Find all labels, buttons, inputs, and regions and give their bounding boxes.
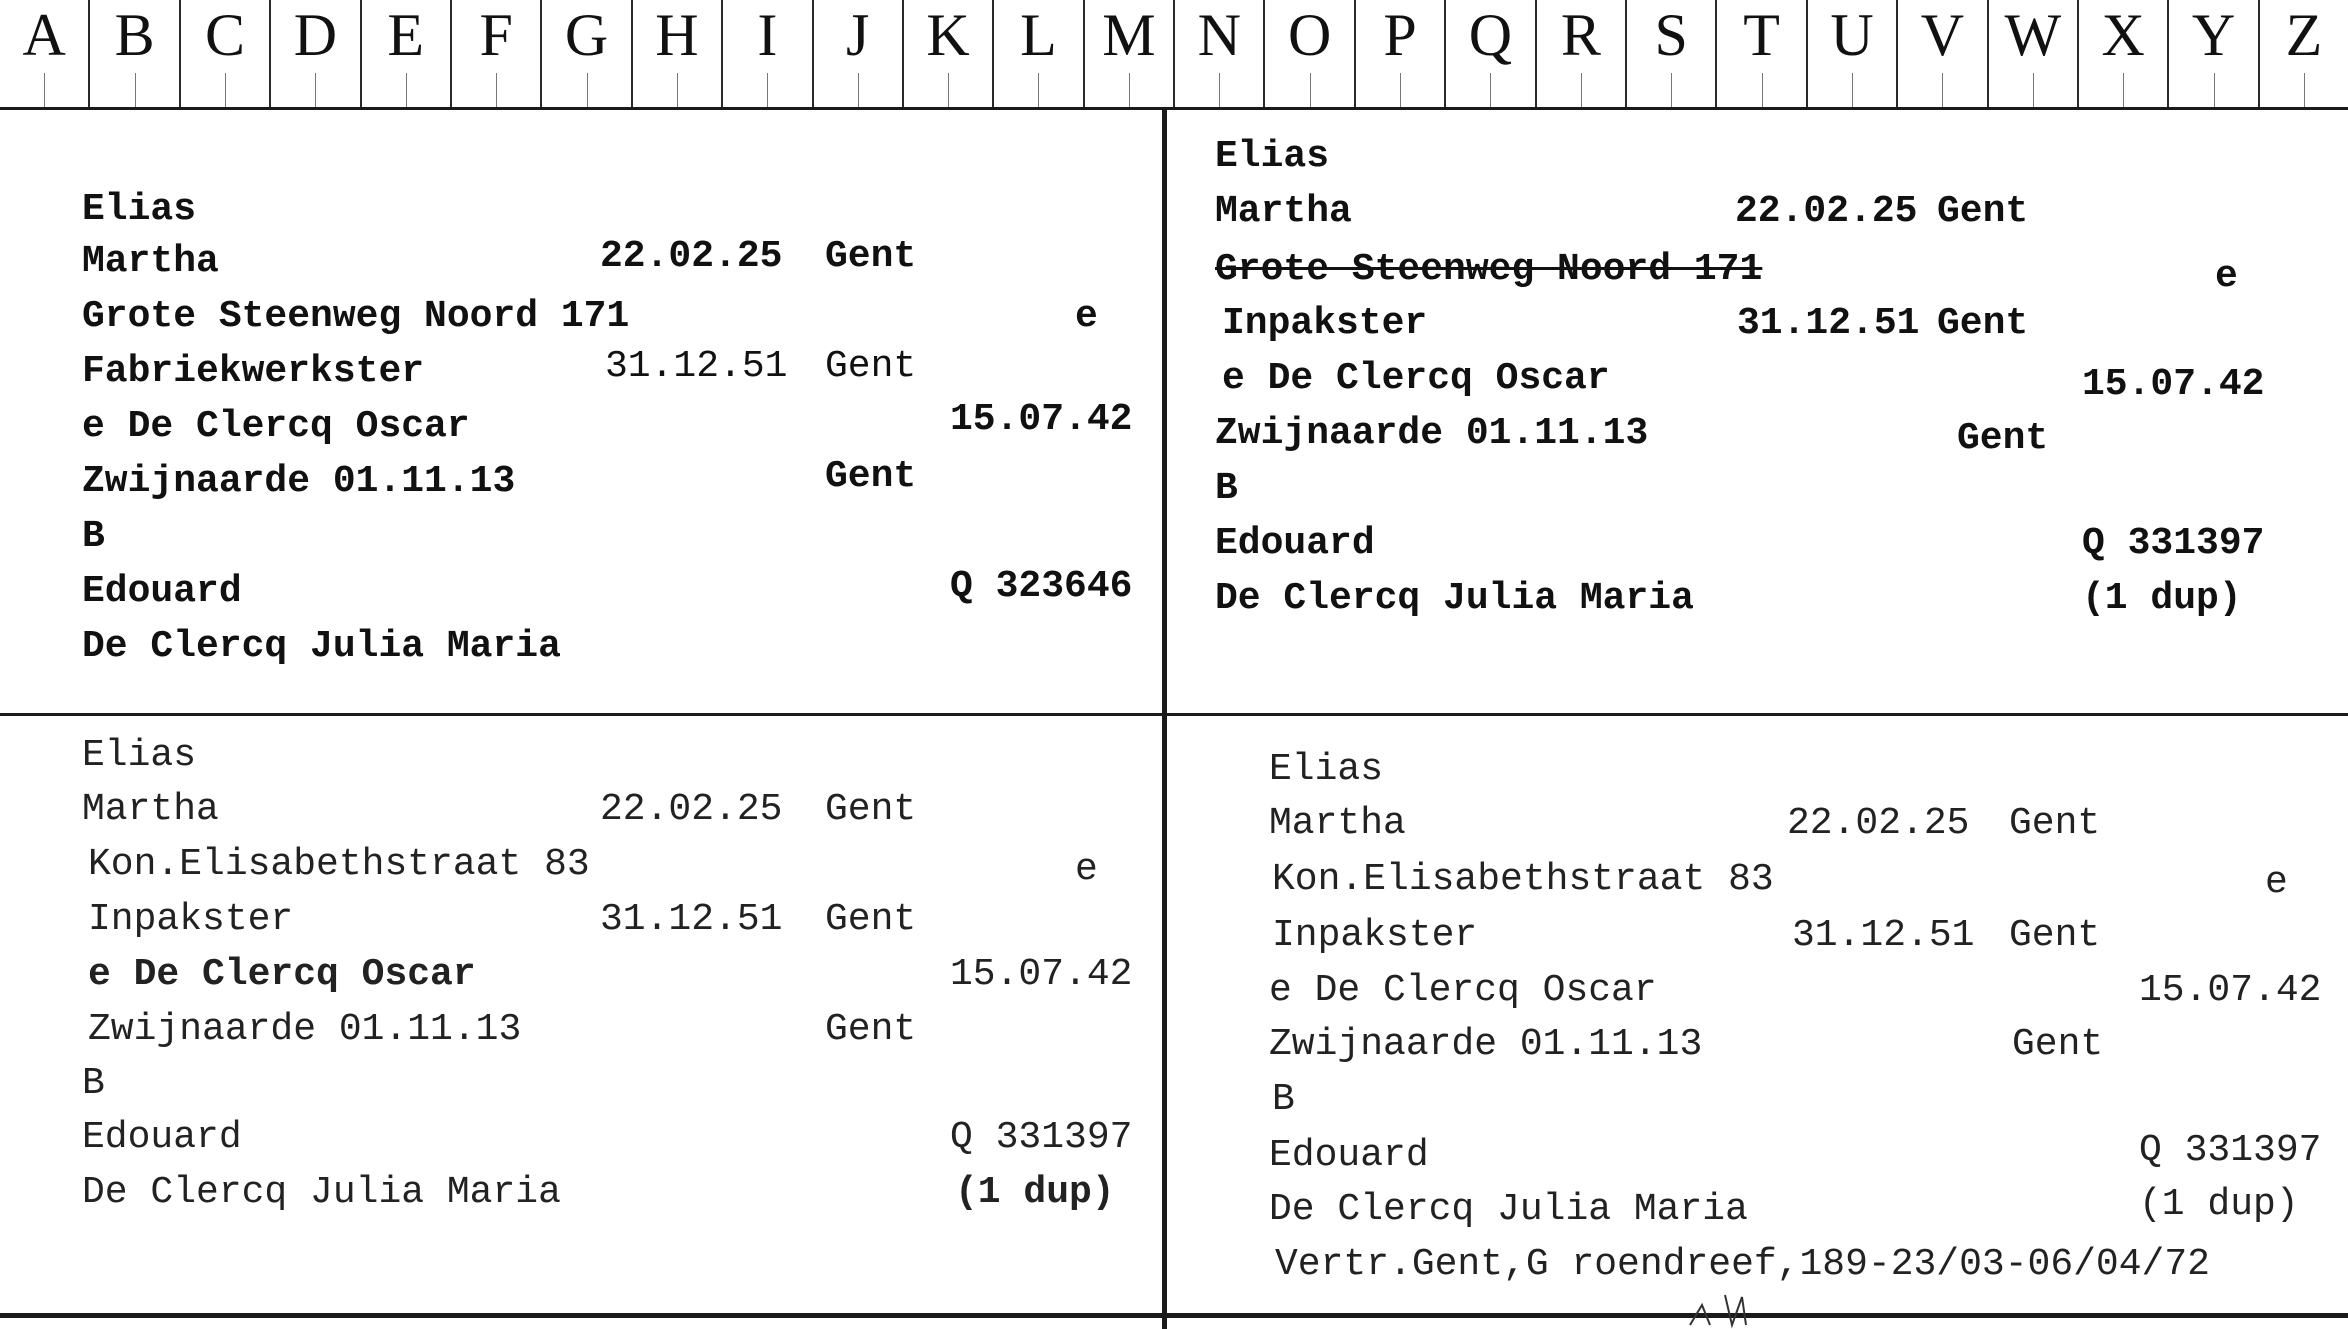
card-marital-code: e: [2265, 861, 2288, 904]
card-parent: De Clercq Julia Maria: [1269, 1188, 1748, 1231]
alphabet-tab-f: F: [452, 0, 542, 107]
card-number: Q 331397: [2082, 522, 2265, 565]
card-birth-date: 22.02.25: [1787, 802, 1970, 845]
card-reg-date: 31.12.51: [600, 898, 783, 941]
card-child: Edouard: [82, 570, 242, 613]
alphabet-tab-o: O: [1265, 0, 1355, 107]
alphabet-tab-s: S: [1627, 0, 1717, 107]
card-number: Q 323646: [950, 565, 1133, 608]
alphabet-tab-x: X: [2079, 0, 2169, 107]
alphabet-tab-j: J: [814, 0, 904, 107]
card-reg-date: 31.12.51: [1792, 914, 1975, 957]
card-birth-place: Gent: [1937, 190, 2029, 233]
card-marriage-date: 15.07.42: [950, 953, 1133, 996]
card-dup: (1 dup): [955, 1171, 1115, 1214]
card-first-name: Martha: [82, 788, 219, 831]
card-birth-date: 22.02.25: [600, 235, 783, 278]
card-marital-code: e: [1075, 848, 1098, 891]
card-spouse-birth: Zwijnaarde 01.11.13: [1269, 1023, 1703, 1066]
card-address: Grote Steenweg Noord 171: [82, 295, 630, 338]
card-parent: De Clercq Julia Maria: [1215, 577, 1694, 620]
card-marital-code: e: [2215, 255, 2238, 298]
card-occupation: Inpakster: [88, 898, 294, 941]
card-first-name: Martha: [1215, 190, 1352, 233]
alphabet-tab-y: Y: [2169, 0, 2259, 107]
card-surname: Elias: [1269, 748, 1384, 791]
card-parent: De Clercq Julia Maria: [82, 1171, 561, 1214]
alphabet-tab-m: M: [1085, 0, 1175, 107]
card-birth-place: Gent: [825, 788, 917, 831]
alphabet-tab-w: W: [1989, 0, 2079, 107]
card-spouse-birth: Zwijnaarde 01.11.13: [88, 1008, 522, 1051]
card-address: Kon.Elisabethstraat 83: [88, 843, 590, 886]
card-child: Edouard: [82, 1116, 242, 1159]
card-top-left: [0, 110, 1162, 713]
alphabet-tab-c: C: [181, 0, 271, 107]
card-child: Edouard: [1269, 1134, 1429, 1177]
card-dup: (1 dup): [2139, 1183, 2299, 1226]
card-reg-place: Gent: [1937, 302, 2029, 345]
card-reg-place: Gent: [2009, 914, 2101, 957]
card-occupation: Inpakster: [1222, 302, 1428, 345]
alphabet-tab-k: K: [904, 0, 994, 107]
card-marriage-date: 15.07.42: [950, 398, 1133, 441]
alphabet-tab-b: B: [90, 0, 180, 107]
card-occupation: Inpakster: [1272, 914, 1478, 957]
card-spouse-place: Gent: [2012, 1023, 2104, 1066]
card-child: Edouard: [1215, 522, 1375, 565]
card-number: Q 331397: [950, 1116, 1133, 1159]
card-first-name: Martha: [1269, 802, 1406, 845]
bottom-border: [0, 1313, 2348, 1318]
card-first-name: Martha: [82, 240, 219, 283]
card-reg-place: Gent: [825, 898, 917, 941]
card-number: Q 331397: [2139, 1129, 2322, 1172]
card-reg-date: 31.12.51: [605, 345, 788, 388]
card-dup: (1 dup): [2082, 577, 2242, 620]
alphabet-tab-v: V: [1898, 0, 1988, 107]
alphabet-tab-e: E: [362, 0, 452, 107]
alphabet-tab-i: I: [723, 0, 813, 107]
card-parent: De Clercq Julia Maria: [82, 625, 561, 668]
handwritten-mark: [1680, 1275, 1770, 1329]
card-birth-date: 22.02.25: [1735, 190, 1918, 233]
card-address: Kon.Elisabethstraat 83: [1272, 858, 1774, 901]
card-spouse: e De Clercq Oscar: [1222, 357, 1610, 400]
alphabet-tab-l: L: [994, 0, 1084, 107]
card-birth-date: 22.02.25: [600, 788, 783, 831]
alphabet-tab-d: D: [271, 0, 361, 107]
card-code: B: [82, 515, 105, 558]
alphabet-tab-n: N: [1175, 0, 1265, 107]
card-bottom-right: [1167, 716, 2348, 1313]
card-code: B: [1272, 1078, 1295, 1121]
alphabet-tab-h: H: [633, 0, 723, 107]
card-marital-code: e: [1075, 295, 1098, 338]
alphabet-tab-u: U: [1808, 0, 1898, 107]
card-spouse-place: Gent: [825, 455, 917, 498]
card-reg-place: Gent: [825, 345, 917, 388]
card-spouse: e De Clercq Oscar: [82, 405, 470, 448]
card-marriage-date: 15.07.42: [2082, 363, 2265, 406]
card-surname: Elias: [1215, 135, 1330, 178]
alphabet-tab-a: A: [0, 0, 90, 107]
card-top-right: [1167, 110, 2348, 713]
alphabet-tab-t: T: [1717, 0, 1807, 107]
card-spouse: e De Clercq Oscar: [88, 953, 476, 996]
card-reg-date: 31.12.51: [1737, 302, 1920, 345]
card-spouse-place: Gent: [825, 1008, 917, 1051]
card-occupation: Fabriekwerkster: [82, 350, 425, 393]
alphabet-tab-r: R: [1537, 0, 1627, 107]
card-marriage-date: 15.07.42: [2139, 969, 2322, 1012]
card-birth-place: Gent: [825, 235, 917, 278]
card-spouse-place: Gent: [1957, 417, 2049, 460]
card-spouse: e De Clercq Oscar: [1269, 969, 1657, 1012]
card-code: B: [1215, 467, 1238, 510]
alphabet-tab-g: G: [542, 0, 632, 107]
alphabet-tab-p: P: [1356, 0, 1446, 107]
alphabet-tab-q: Q: [1446, 0, 1536, 107]
card-birth-place: Gent: [2009, 802, 2101, 845]
alphabet-index-strip: [0, 0, 2348, 110]
card-surname: Elias: [82, 734, 197, 777]
card-surname: Elias: [82, 188, 197, 231]
card-bottom-left: [0, 716, 1162, 1313]
card-address-struck: Grote Steenweg Noord 171: [1215, 248, 1763, 291]
card-spouse-birth: Zwijnaarde 01.11.13: [82, 460, 516, 503]
card-departure: Vertr.Gent,G roendreef,189-23/03-06/04/72: [1275, 1243, 2210, 1286]
alphabet-tab-z: Z: [2260, 0, 2348, 107]
card-code: B: [82, 1062, 105, 1105]
card-spouse-birth: Zwijnaarde 01.11.13: [1215, 412, 1649, 455]
